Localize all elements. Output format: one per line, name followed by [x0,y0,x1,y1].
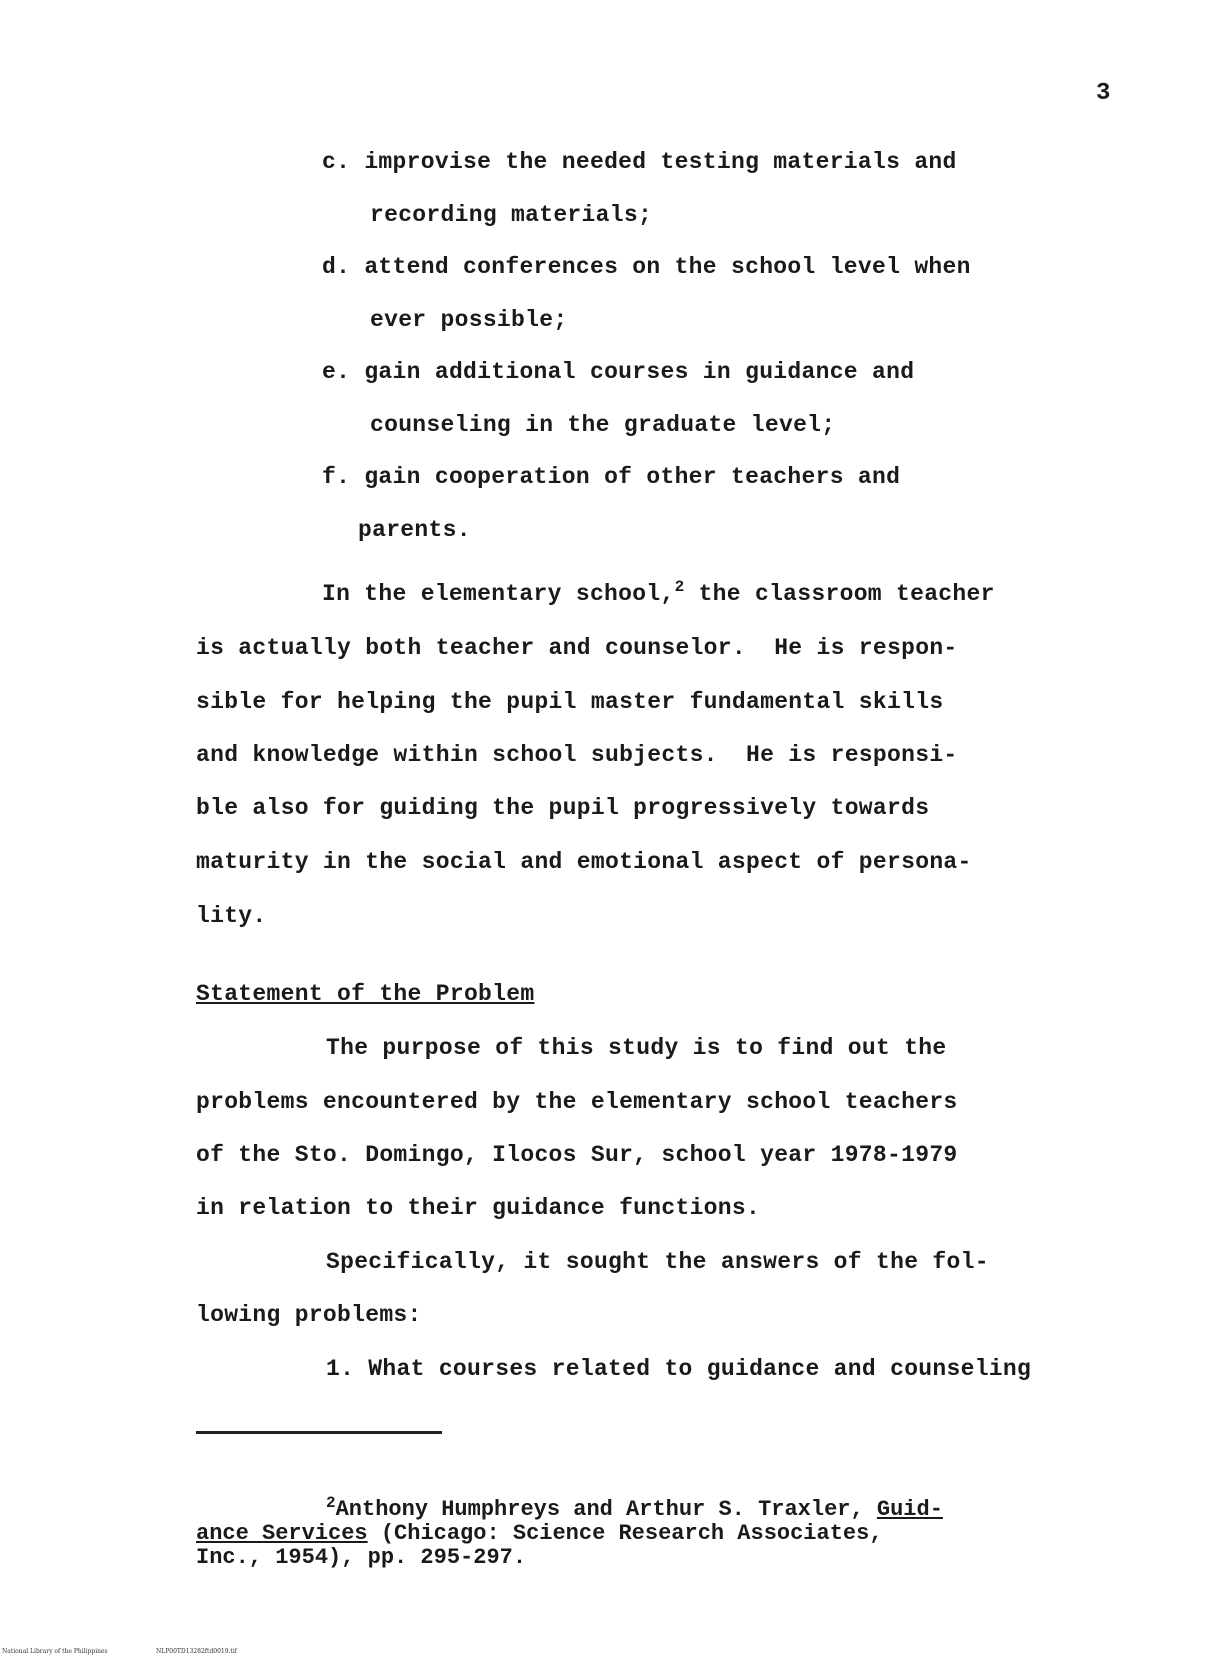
scan-label-filename: NLP00TD13282ftd0019.tif [156,1648,238,1655]
list-item-c-line-1: c. improvise the needed testing materials and [322,149,957,175]
paragraph-2-line-3: of the Sto. Domingo, Ilocos Sur, school year 1978-1979 [196,1142,958,1168]
list-item-f-line-2: parents. [358,517,471,543]
paragraph-2-line-2: problems encountered by the elementary school teachers [196,1089,958,1115]
footnote-line-3: Inc., 1954), pp. 295-297. [196,1545,527,1570]
list-item-d-line-1: d. attend conferences on the school level when [322,254,971,280]
paragraph-1-line-7: lity. [196,903,267,929]
paragraph-1-line-2: is actually both teacher and counselor. He is respon- [196,635,958,661]
footnote-reference: 2 [674,578,685,596]
paragraph-2-line-4: in relation to their guidance functions. [196,1195,761,1221]
paragraph-1-line-5: ble also for guiding the pupil progressively towards [196,795,930,821]
paragraph-1-line-4: and knowledge within school subjects. He is responsi- [196,742,958,768]
page-number: 3 [1096,80,1111,107]
paragraph-1-line-1: In the elementary school,$^2$ the classroom teacher [322,578,995,607]
list-item-d-line-2: ever possible; [370,307,568,333]
list-item-c-line-2: recording materials; [370,202,653,228]
footnote-line-2: ance Services (Chicago: Science Research Associates, [196,1521,883,1546]
section-heading: Statement of the Problem [196,981,535,1007]
footnote-number: 2 [326,1494,336,1512]
numbered-item-1: 1. What courses related to guidance and counseling [326,1356,1032,1382]
list-item-e-line-1: e. gain additional courses in guidance and [322,359,915,385]
paragraph-1-line-3: sible for helping the pupil master fundamental skills [196,689,944,715]
list-item-e-line-2: counseling in the graduate level; [370,412,836,438]
paragraph-3-line-1: Specifically, it sought the answers of the fol- [326,1249,989,1275]
footnote-line-1: $^2$Anthony Humphreys and Arthur S. Traxler, Guid- [326,1494,943,1522]
list-item-f-line-1: f. gain cooperation of other teachers and [322,464,901,490]
scan-label-library: National Library of the Philippines [2,1648,108,1655]
paragraph-2-line-1: The purpose of this study is to find out the [326,1035,947,1061]
paragraph-1-line-6: maturity in the social and emotional aspect of persona- [196,849,972,875]
footnote-divider [196,1431,442,1434]
paragraph-3-line-2: lowing problems: [196,1302,422,1328]
